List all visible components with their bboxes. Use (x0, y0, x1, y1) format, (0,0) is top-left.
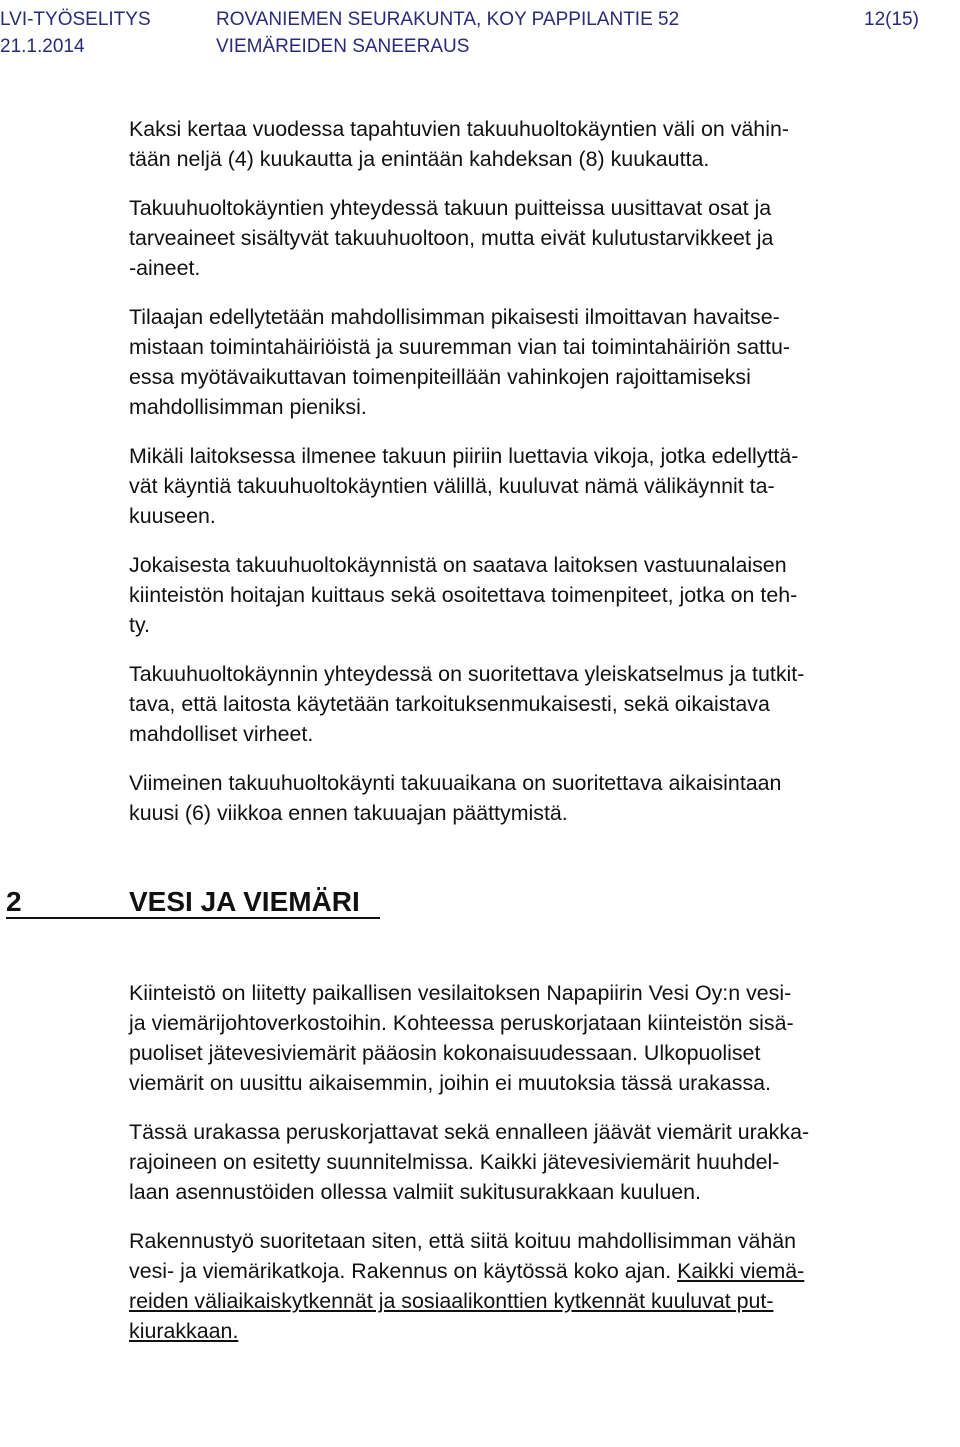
text-line (129, 1256, 929, 1286)
section-heading (0, 884, 960, 920)
page-number: 12(15) (864, 9, 919, 30)
paragraph (129, 550, 929, 640)
section-number: 2 (6, 886, 22, 917)
text-line: viemärit on uusittu aikaisemmin, joihin ei muutoksia tässä urakassa. (129, 1071, 772, 1095)
document-type: LVI-TYÖSELITYS (0, 9, 151, 30)
text-line: Kaksi kertaa vuodessa tapahtuvien takuuhuoltokäyntien väli on vähin- (129, 117, 789, 141)
text-line: laan asennustöiden ollessa valmiit sukitusurakkaan kuuluen. (129, 1180, 701, 1204)
text-line: Takuuhuoltokäynnin yhteydessä on suoritettava yleiskatselmus ja tutkit- (129, 662, 805, 686)
underlined-text: kiurakkaan. (129, 1319, 239, 1343)
heading-underline (6, 917, 380, 919)
text-line: tava, että laitosta käytetään tarkoituksenmukaisesti, sekä oikaistava (129, 692, 770, 716)
paragraph (129, 978, 929, 1098)
paragraph (129, 1117, 929, 1207)
text-line: Takuuhuoltokäyntien yhteydessä takuun puitteissa uusittavat osat ja (129, 196, 772, 220)
text-line: tään neljä (4) kuukautta ja enintään kahdeksan (8) kuukautta. (129, 147, 710, 171)
text-line: -aineet. (129, 256, 201, 280)
section-title: VESI JA VIEMÄRI (129, 886, 360, 917)
page-header (0, 6, 960, 60)
text-line: kuuseen. (129, 504, 216, 528)
text-line: Jokaisesta takuuhuoltokäynnistä on saatava laitoksen vastuunalaisen (129, 553, 787, 577)
paragraph (129, 114, 929, 174)
paragraph (129, 302, 929, 422)
text-line: kuusi (6) viikkoa ennen takuuajan päättymistä. (129, 801, 568, 825)
text-line: Mikäli laitoksessa ilmenee takuun piiriin luettavia vikoja, jotka edellyttä- (129, 444, 799, 468)
document-date: 21.1.2014 (0, 36, 85, 57)
underlined-text: reiden väliaikaiskytkennät ja sosiaalikonttien kytkennät kuuluvat put- (129, 1289, 774, 1313)
paragraph (129, 659, 929, 749)
project-name: ROVANIEMEN SEURAKUNTA, KOY PAPPILANTIE 52 (216, 9, 680, 30)
text-line: essa myötävaikuttavan toimenpiteillään vahinkojen rajoittamiseksi (129, 365, 751, 389)
text-segment: vesi- ja viemärikatkoja. Rakennus on käytössä koko ajan. (129, 1259, 678, 1283)
text-line: mahdolliset virheet. (129, 722, 314, 746)
document-info (0, 6, 151, 60)
text-line: Kiinteistö on liitetty paikallisen vesilaitoksen Napapiirin Vesi Oy:n vesi- (129, 981, 792, 1005)
project-info (216, 6, 679, 60)
paragraph (129, 768, 929, 828)
text-line: Viimeinen takuuhuoltokäynti takuuaikana on suoritettava aikaisintaan (129, 771, 782, 795)
text-line: Tilaajan edellytetään mahdollisimman pikaisesti ilmoittavan havaitse- (129, 305, 780, 329)
text-line: ty. (129, 613, 150, 637)
text-line: kiinteistön hoitajan kuittaus sekä osoitettava toimenpiteet, jotka on teh- (129, 583, 798, 607)
text-line: ja viemärijohtoverkostoihin. Kohteessa peruskorjataan kiinteistön sisä- (129, 1011, 794, 1035)
paragraph (129, 441, 929, 531)
text-line: mahdollisimman pieniksi. (129, 395, 367, 419)
text-line: tarveaineet sisältyvät takuuhuoltoon, mutta eivät kulutustarvikkeet ja (129, 226, 774, 250)
paragraph (129, 1226, 929, 1346)
underlined-text: Kaikki viemä- (677, 1259, 805, 1283)
text-line: Tässä urakassa peruskorjattavat sekä ennalleen jäävät viemärit urakka- (129, 1120, 810, 1144)
text-line: rajoineen on esitetty suunnitelmissa. Kaikki jätevesiviemärit huuhdel- (129, 1150, 780, 1174)
paragraph (129, 193, 929, 283)
project-subtitle: VIEMÄREIDEN SANEERAUS (216, 36, 470, 57)
text-line: Rakennustyö suoritetaan siten, että siitä koituu mahdollisimman vähän (129, 1229, 797, 1253)
text-line: vät käyntiä takuuhuoltokäyntien välillä, kuuluvat nämä välikäynnit ta- (129, 474, 775, 498)
text-line: puoliset jätevesiviemärit pääosin kokonaisuudessaan. Ulkopuoliset (129, 1041, 761, 1065)
text-line: mistaan toimintahäiriöistä ja suuremman vian tai toimintahäiriön sattu- (129, 335, 791, 359)
document-body (0, 114, 960, 1365)
